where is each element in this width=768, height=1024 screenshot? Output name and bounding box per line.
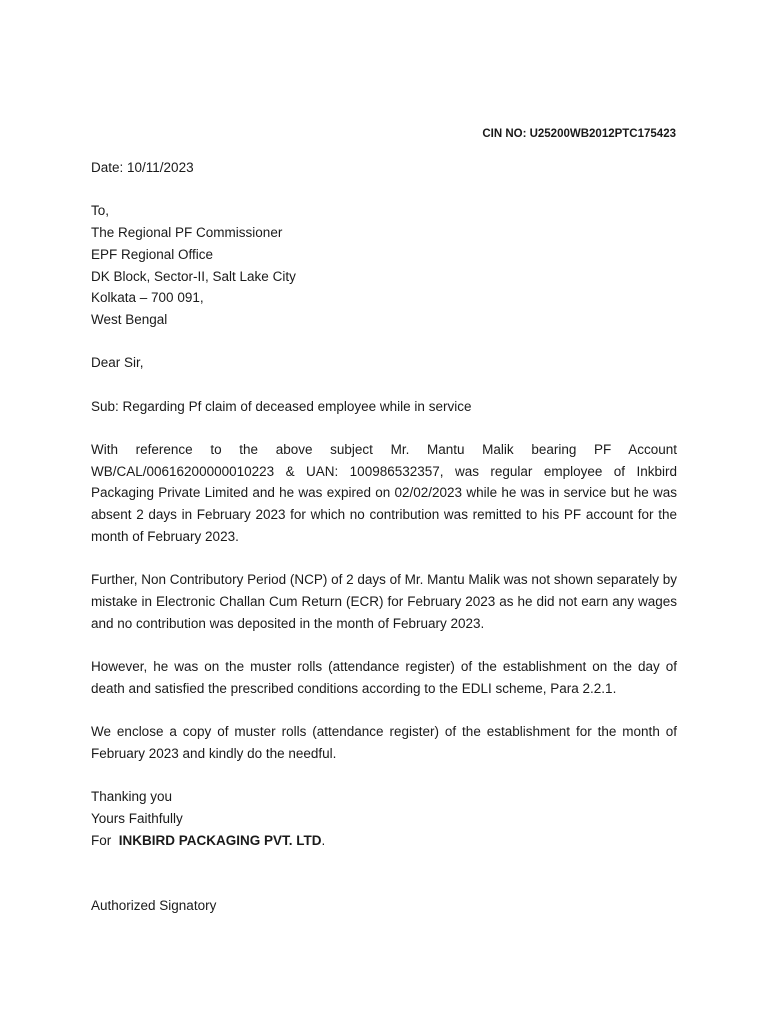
for-prefix: For: [91, 832, 112, 848]
salutation: Dear Sir,: [91, 355, 144, 371]
letter-date: Date: 10/11/2023: [91, 160, 194, 175]
body-paragraph: With reference to the above subject Mr. Mantu Malik bearing PF Account WB/CAL/00616200000010223 & UAN: 100986532357, was regular employee of Inkbird Packaging Private Limited and he was expired on 02/02/2023 while he was in service but he was absent 2 days in February 2023 for which no contribution was remitted to his PF account for the month of February 2023.: [91, 442, 677, 544]
recipient-address: [91, 200, 677, 330]
signature-space: [91, 851, 677, 894]
company-name: INKBIRD PACKAGING PVT. LTD: [118, 832, 322, 848]
spacer: [91, 417, 677, 439]
spacer: [91, 634, 677, 656]
spacer: [91, 331, 677, 353]
cin-number: CIN NO: U25200WB2012PTC175423: [482, 128, 676, 140]
closing-for-line: [91, 830, 677, 852]
spacer: [91, 548, 677, 570]
spacer: [91, 179, 677, 201]
spacer: [91, 699, 677, 721]
authorized-signatory: Authorized Signatory: [91, 897, 217, 913]
closing-yours: Yours Faithfully: [91, 810, 183, 826]
body-paragraph: However, he was on the muster rolls (attendance register) of the establishment on the day of death and satisfied the prescribed conditions according to the EDLI scheme, Para 2.2.1.: [91, 659, 677, 696]
body-paragraph: Further, Non Contributory Period (NCP) of 2 days of Mr. Mantu Malik was not shown separately by mistake in Electronic Challan Cum Return (ECR) for February 2023 as he did not earn any wages and no contribution was deposited in the month of February 2023.: [91, 572, 677, 631]
recipient-to: To,: [91, 203, 110, 219]
body-paragraph: We enclose a copy of muster rolls (attendance register) of the establishment for the month of February 2023 and kindly do the needful.: [91, 724, 677, 761]
letter-body: [91, 157, 677, 916]
spacer: [91, 765, 677, 787]
company-suffix: .: [321, 832, 326, 848]
closing-block: [91, 786, 677, 851]
closing-thanks: Thanking you: [91, 789, 173, 805]
subject-line: Sub: Regarding Pf claim of deceased employee while in service: [91, 398, 472, 414]
recipient-line: West Bengal: [91, 311, 168, 327]
recipient-line: DK Block, Sector-II, Salt Lake City: [91, 268, 296, 284]
spacer: [91, 374, 677, 396]
recipient-line: EPF Regional Office: [91, 246, 214, 262]
recipient-line: The Regional PF Commissioner: [91, 225, 283, 241]
recipient-line: Kolkata – 700 091,: [91, 290, 204, 306]
